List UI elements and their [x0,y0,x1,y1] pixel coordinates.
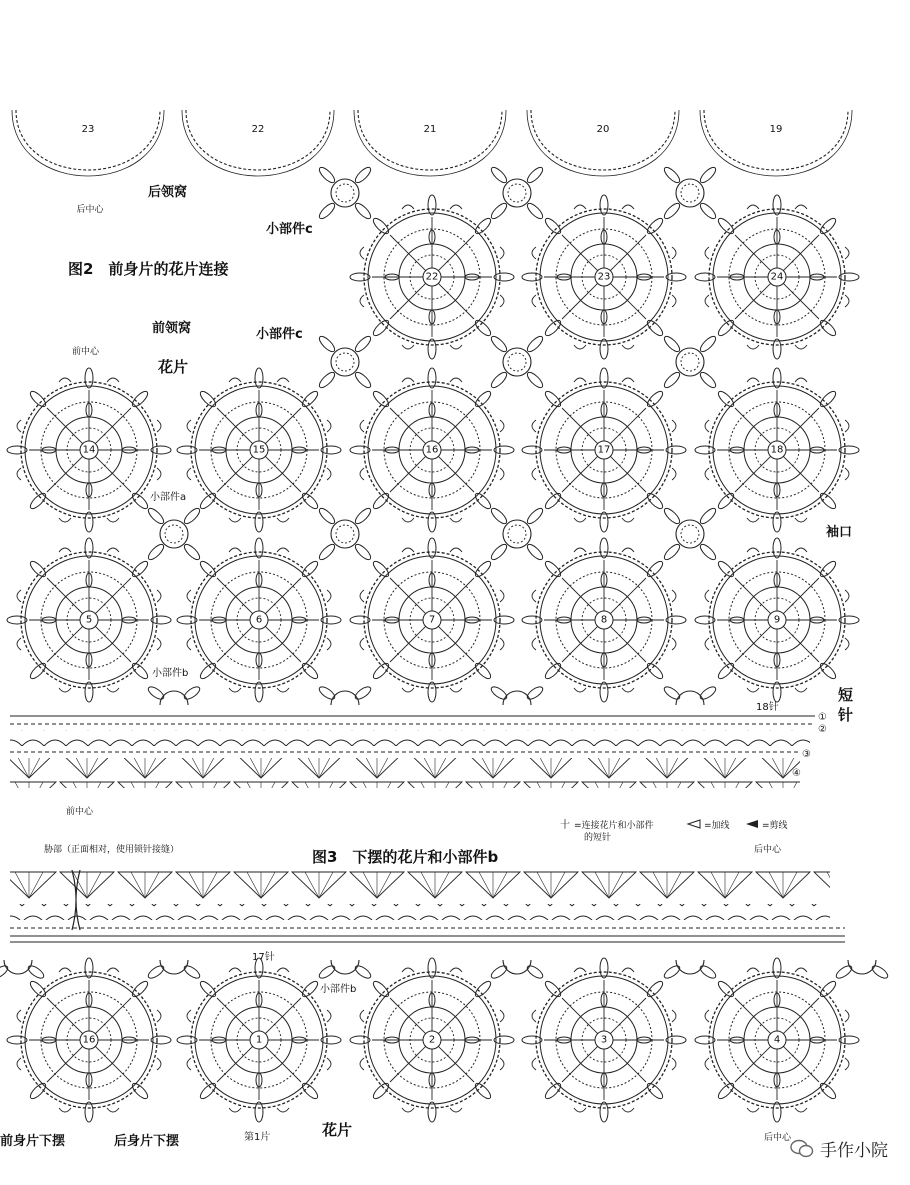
svg-text:15: 15 [252,444,266,456]
fig3-border-rows [10,870,845,963]
stitch-17-label: 17针 [252,952,275,963]
cuff-label: 袖口 [826,525,853,540]
small-a-label: 小部件a [150,492,187,503]
fig3-back-center: 后中心 [754,845,782,855]
svg-text:1: 1 [255,1034,263,1046]
fig2-title: 图2 前身片的花片连接 [68,260,229,278]
svg-text:23: 23 [597,271,611,283]
back-neck-label: 后领窝 [148,185,188,200]
first-piece-label: 第1片 [244,1132,271,1143]
short-row-label: 短针 [838,686,854,724]
motif-14 [7,368,171,532]
wechat-icon [790,1139,814,1159]
back-hem-label: 后身片下摆 [114,1134,180,1149]
motif-17 [522,368,686,532]
join-text-2: 的短针 [584,833,612,843]
svg-text:22: 22 [425,271,439,283]
back-neckline [12,110,852,215]
side-note: 胁部（正面相对，使用锁针接缝） [44,845,180,855]
motif-24 [695,195,859,359]
svg-text:4: 4 [773,1034,781,1046]
stitch-18-label: 18针 [756,702,779,713]
svg-text:16: 16 [425,444,439,456]
watermark [790,1136,888,1161]
small-b-label: 小部件b [152,668,189,679]
back-center-label: 后中心 [76,205,104,215]
motif-6 [177,538,341,702]
motif-16-hem [7,958,171,1122]
motif-4 [695,958,859,1122]
row-mark-2: ② [818,724,827,735]
motif-7 [350,538,514,702]
fig2-border-rows [10,712,827,817]
cut-text: =剪线 [762,821,788,831]
svg-text:18: 18 [770,444,784,456]
svg-text:5: 5 [85,614,93,626]
watermark-text: 手作小院 [820,1141,888,1161]
fig3-motif-label: 花片 [322,1121,353,1139]
motif-8 [522,538,686,702]
add-yarn-icon [688,820,700,828]
cut-yarn-icon [746,820,758,828]
neck-number-20: 20 [596,124,610,135]
neck-number-21: 21 [423,124,437,135]
fig3-title: 图3 下摆的花片和小部件b [312,848,499,866]
row-mark-3: ③ [802,749,811,760]
motif-2 [350,958,514,1122]
motif-3 [522,958,686,1122]
neck-number-23: 23 [81,124,95,135]
motif-23 [522,195,686,359]
neck-number-22: 22 [251,124,265,135]
motif-label: 花片 [158,358,189,376]
svg-text:16: 16 [82,1034,96,1046]
svg-text:3: 3 [600,1034,608,1046]
motif-15 [177,368,341,532]
front-neck-label: 前领窝 [152,321,192,336]
svg-text:7: 7 [428,614,436,626]
fig3-back-center-bottom: 后中心 [764,1133,792,1143]
symbol-legend [560,818,788,843]
small-c-label-top: 小部件c [266,222,313,237]
motif-9 [695,538,859,702]
neck-number-19: 19 [769,124,783,135]
motif-1 [177,958,341,1122]
add-text: =加线 [704,821,730,831]
motif-18 [695,368,859,532]
front-center-label: 前中心 [72,347,100,357]
join-text: =连接花片和小部件 [574,821,654,831]
motif-22 [350,195,514,359]
fig3-motifs [7,958,859,1122]
motif-16 [350,368,514,532]
svg-text:8: 8 [600,614,608,626]
svg-text:17: 17 [597,444,611,456]
svg-text:24: 24 [770,271,784,283]
row-mark-4: ④ [792,768,801,779]
front-hem-label: 前身片下摆 [0,1134,66,1149]
motif-5 [7,538,171,702]
svg-text:2: 2 [428,1034,436,1046]
small-c-label-mid: 小部件c [256,327,303,342]
fig3-small-b-label: 小部件b [320,984,357,995]
row-mark-1: ① [818,712,827,723]
front-center-bottom-label: 前中心 [66,807,94,817]
svg-text:6: 6 [255,614,263,626]
svg-text:14: 14 [82,444,96,456]
svg-text:9: 9 [773,614,781,626]
join-symbol: 十 [560,820,570,831]
